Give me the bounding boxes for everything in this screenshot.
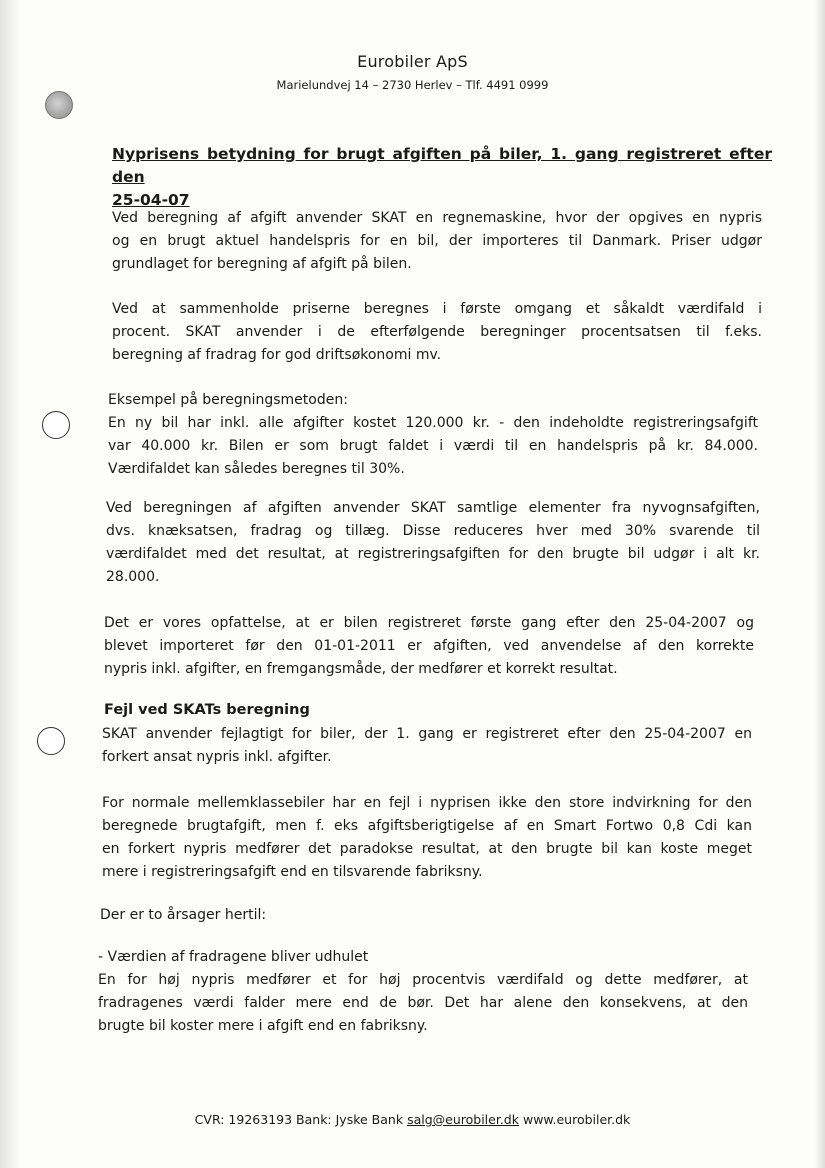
text-line: - Værdien af fradragene bliver udhulet (98, 949, 369, 965)
text-line: forkert ansat nypris inkl. afgifter. (102, 749, 332, 765)
text-line: beregning af fradrag for god driftsøkonomi mv. (112, 347, 442, 363)
text-line: Eksempel på beregningsmetoden: (108, 392, 348, 408)
paragraph (98, 946, 748, 969)
title-line: 25-04-07 (112, 191, 190, 209)
punch-hole-ring (37, 727, 65, 755)
text-line: For normale mellemklassebiler har en fejl i nyprisen ikke den store indvirkning for den (102, 795, 752, 811)
paragraph (100, 904, 750, 927)
paragraph (112, 298, 762, 367)
text-line: 28.000. (106, 569, 160, 585)
paragraph (102, 723, 752, 769)
footer (0, 1112, 825, 1127)
text-line: dvs. knæksatsen, fradrag og tillæg. Disse reduceres hver med 30% svarende til (106, 523, 760, 539)
text-line: værdifaldet med det resultat, at registreringsafgiften for den brugte bil udgør i alt kr. (106, 546, 760, 562)
text-line: fradragenes værdi falder mere end de bør. Det har alene den konsekvens, at den (98, 995, 748, 1011)
paragraph (104, 612, 754, 681)
footer-email-link[interactable]: salg@eurobiler.dk (407, 1112, 519, 1127)
punch-hole-filled (45, 91, 73, 119)
paragraph (102, 792, 752, 884)
text-line: beregnede brugtafgift, men f. eks afgiftsberigtigelse af en Smart Fortwo 0,8 Cdi kan (102, 818, 752, 834)
paragraph (108, 389, 758, 481)
text-line: og en brugt aktuel handelspris for en bil, der importeres til Danmark. Priser udgør (112, 233, 762, 249)
punch-hole-ring (42, 411, 70, 439)
text-line: Værdifaldet kan således beregnes til 30%. (108, 461, 405, 477)
section-heading: Fejl ved SKATs beregning (104, 702, 310, 718)
text-line: Det er vores opfattelse, at er bilen registreret første gang efter den 25-04-2007 og (104, 615, 754, 631)
text-line: SKAT anvender fejlagtigt for biler, der 1. gang er registreret efter den 25-04-2007 en (102, 726, 752, 742)
footer-website-link[interactable]: www.eurobiler.dk (522, 1112, 631, 1127)
document-title (112, 143, 772, 212)
text-line: brugte bil koster mere i afgift end en fabriksny. (98, 1018, 428, 1034)
text-line: En ny bil har inkl. alle afgifter kostet 120.000 kr. - den indeholdte registreringsafgift (108, 415, 758, 431)
footer-cvr-bank: CVR: 19263193 Bank: Jyske Bank (194, 1112, 404, 1127)
text-line: Ved beregning af afgift anvender SKAT en regnemaskine, hvor der opgives en nypris (112, 210, 762, 226)
scan-edge-right (815, 0, 825, 1168)
company-address: Marielundvej 14 – 2730 Herlev – Tlf. 4491 0999 (276, 78, 549, 92)
text-line: grundlaget for beregning af afgift på bilen. (112, 256, 412, 272)
text-line: mere i registreringsafgift end en tilsvarende fabriksny. (102, 864, 483, 880)
paragraph (106, 497, 760, 589)
text-line: procent. SKAT anvender i de efterfølgende beregninger procentsatsen til f.eks. (112, 324, 762, 340)
title-line: Nyprisens betydning for brugt afgiften på biler, 1. gang registreret efter den (112, 145, 772, 186)
paragraph (98, 969, 748, 1038)
text-line: En for høj nypris medfører et for høj procentvis værdifald og dette medfører, at (98, 972, 748, 988)
text-line: en forkert nypris medfører det paradokse resultat, at den brugte bil kan koste meget (102, 841, 752, 857)
text-line: var 40.000 kr. Bilen er som brugt faldet i værdi til en handelspris på kr. 84.000. (108, 438, 758, 454)
scan-edge-left (0, 0, 22, 1168)
text-line: Ved at sammenholde priserne beregnes i første omgang et såkaldt værdifald i (112, 301, 762, 317)
text-line: Der er to årsager hertil: (100, 907, 267, 923)
company-name: Eurobiler ApS (357, 52, 468, 71)
paragraph (112, 207, 762, 276)
text-line: blevet importeret før den 01-01-2011 er afgiften, ved anvendelse af den korrekte (104, 638, 754, 654)
text-line: nypris inkl. afgifter, en fremgangsmåde, der medfører et korrekt resultat. (104, 661, 618, 677)
text-line: Ved beregningen af afgiften anvender SKAT samtlige elementer fra nyvognsafgiften, (106, 500, 760, 516)
